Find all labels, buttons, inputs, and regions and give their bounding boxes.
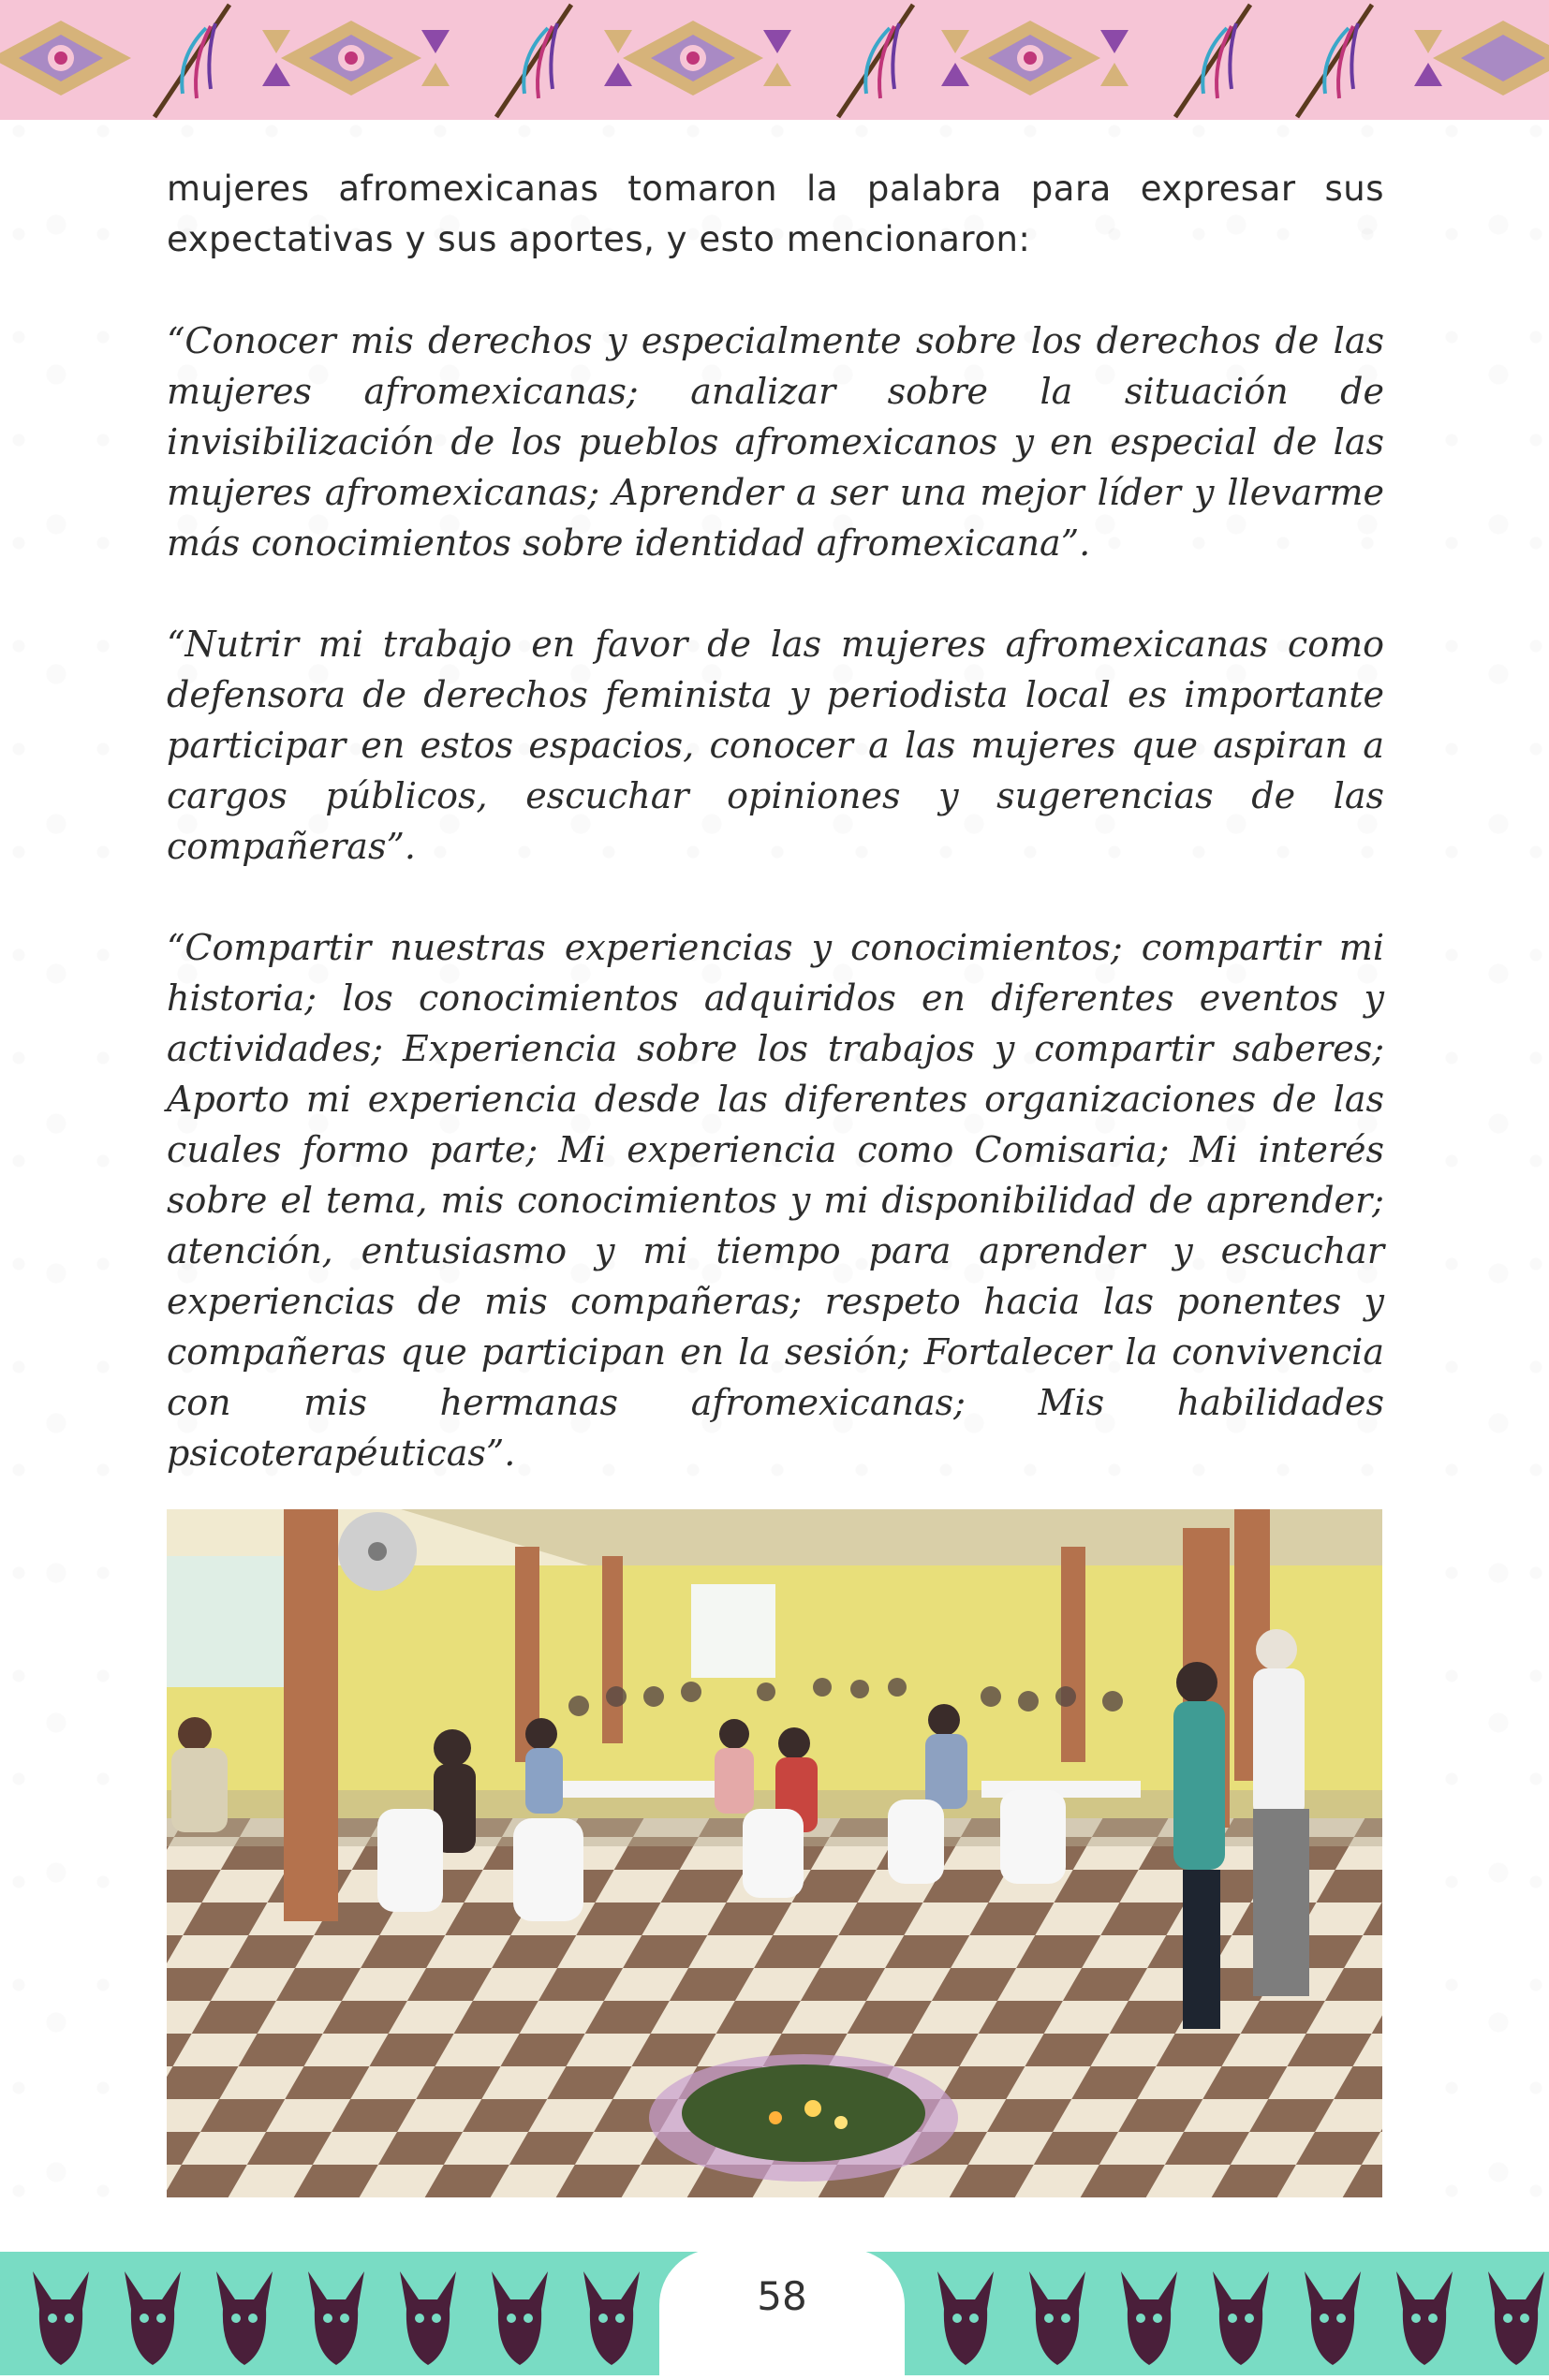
feather-staff-icon (824, 0, 927, 120)
feather-staff-icon (140, 0, 243, 120)
feather-staff-icon (482, 0, 585, 120)
intro-paragraph: mujeres afromexicanas tomaron la palabra para expresar sus expectativas y sus aportes, y esto mencionaron: (167, 169, 1384, 259)
textile-motif-icon (234, 11, 468, 105)
devil-mask-icon (303, 2267, 369, 2368)
devil-mask-icon (1392, 2267, 1457, 2368)
page-number: 58 (757, 2273, 807, 2319)
devil-mask-icon (1483, 2267, 1549, 2368)
devil-mask-icon (1300, 2267, 1365, 2368)
textile-motif-icon (576, 11, 810, 105)
devil-mask-icon (487, 2267, 553, 2368)
quote-paragraph: “Conocer mis derechos y especialmente sobre los derechos de las mujeres afromexicanas; analizar sobre la situación de invisibilización de los pueblos afromexicanos y en especial de las mujeres afromexicanas; Aprender a ser una mejor líder y llevarme más conocimientos sobre identidad afromexicana”. (167, 320, 1384, 564)
devil-mask-icon (212, 2267, 277, 2368)
textile-motif-icon (1386, 11, 1549, 105)
top-decorative-band (0, 0, 1549, 120)
devil-mask-icon (1116, 2267, 1182, 2368)
devil-mask-icon (28, 2267, 94, 2368)
quote-paragraph: “Compartir nuestras experiencias y conocimientos; compartir mi historia; los conocimientos adquiridos en diferentes eventos y actividades; Experiencia sobre los trabajos y compartir saberes; Aporto mi experiencia desde las diferentes organizaciones de las cuales formo parte; Mi experiencia como Comisaria; Mi interés sobre el tema, mis conocimientos y mi disponibilidad de aprender; atención, entusiasmo y mi tiempo para aprender y escuchar experiencias de mis compañeras; respeto hacia las ponentes y compañeras que participan en la sesión; Fortalecer la convivencia con mis hermanas afromexicanas; Mis habilidades psicoterapéuticas”. (167, 927, 1384, 1474)
feather-staff-icon (1283, 0, 1386, 120)
feather-staff-icon (1161, 0, 1264, 120)
devil-mask-icon (120, 2267, 185, 2368)
devil-mask-icon (395, 2267, 461, 2368)
devil-mask-icon (1208, 2267, 1274, 2368)
devil-mask-icon (1025, 2267, 1090, 2368)
textile-motif-icon (913, 11, 1147, 105)
devil-mask-icon (579, 2267, 644, 2368)
body-text (167, 164, 1384, 1529)
quote-paragraph: “Nutrir mi trabajo en favor de las mujeres afromexicanas como defensora de derechos feminista y periodista local es importante participar en estos espacios, conocer a las mujeres que aspiran a cargos públicos, escuchar opiniones y sugerencias de las compañeras”. (167, 624, 1384, 867)
event-photo (167, 1509, 1382, 2197)
devil-mask-icon (933, 2267, 998, 2368)
